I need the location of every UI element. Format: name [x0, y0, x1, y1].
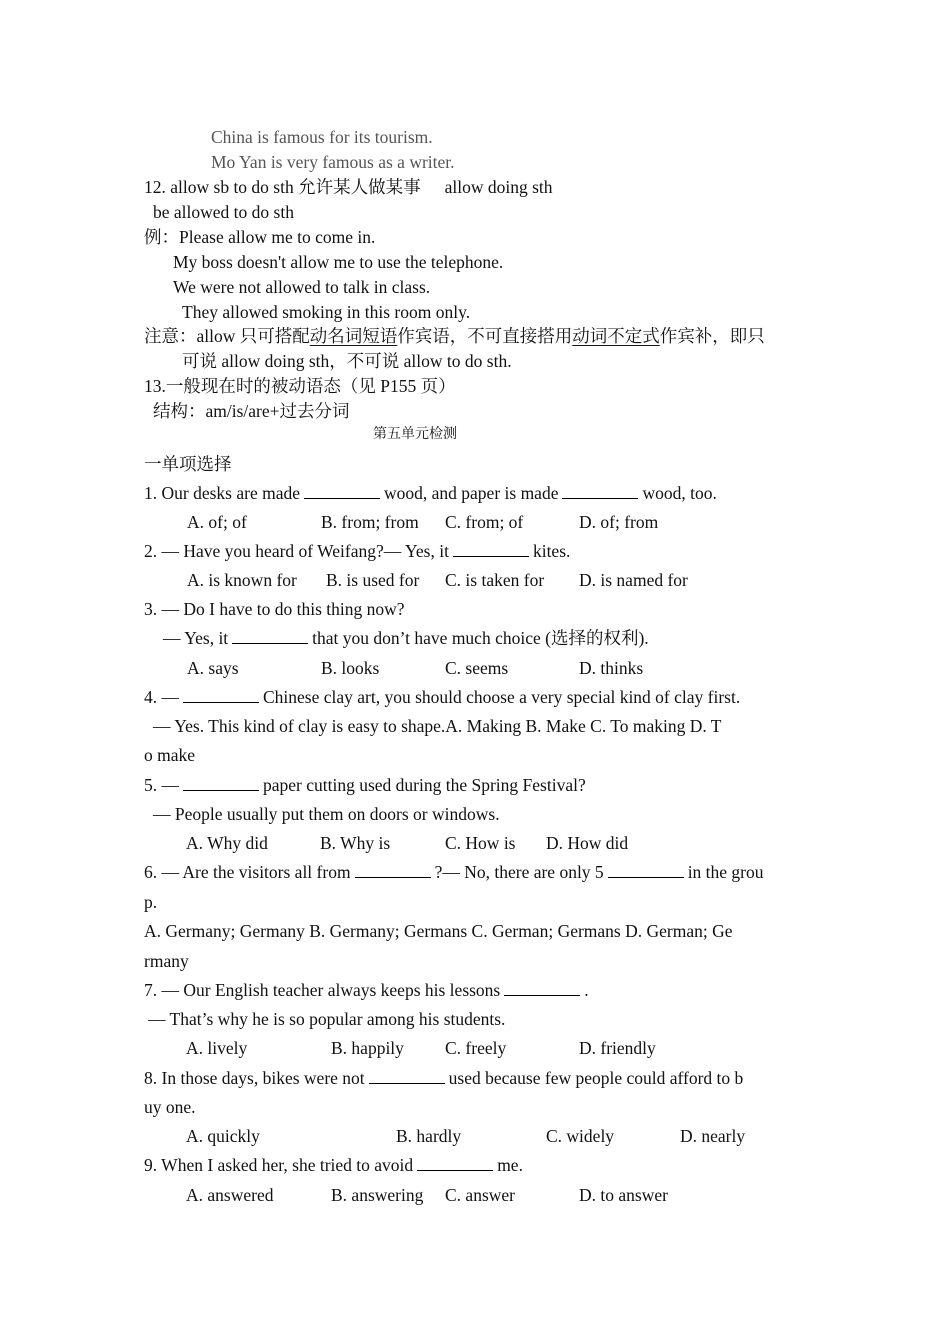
question-4: 4. — Chinese clay art, you should choose a very special kind of clay first. — [144, 687, 741, 707]
question-4-line3: o make — [144, 745, 196, 765]
option-c[interactable]: C. is taken for — [445, 570, 545, 590]
option-c[interactable]: C. freely — [445, 1038, 507, 1058]
example-tourism: China is famous for its tourism. — [211, 127, 433, 147]
question-6-options-line2: rmany — [144, 951, 189, 971]
option-c[interactable]: C. answer — [445, 1185, 515, 1205]
item-12-note-line2: 可说 allow doing sth，不可说 allow to do sth. — [182, 351, 512, 371]
option-d[interactable]: D. thinks — [579, 658, 644, 678]
option-a[interactable]: A. Why did — [186, 833, 268, 853]
question-5: 5. — paper cutting used during the Spring Festival? — [144, 775, 586, 795]
answer-blank[interactable] — [183, 776, 259, 791]
question-9: 9. When I asked her, she tried to avoid me. — [144, 1155, 523, 1175]
option-b[interactable]: B. Why is — [320, 833, 391, 853]
option-c[interactable]: C. seems — [445, 658, 509, 678]
question-7: 7. — Our English teacher always keeps his lessons . — [144, 980, 589, 1000]
answer-blank[interactable] — [504, 981, 580, 996]
option-b[interactable]: B. looks — [321, 658, 380, 678]
option-c[interactable]: C. widely — [546, 1126, 615, 1146]
option-a[interactable]: A. quickly — [186, 1126, 260, 1146]
question-6: 6. — Are the visitors all from ?— No, there are only 5 in the grou — [144, 862, 764, 882]
item-13-line2: 结构：am/is/are+过去分词 — [153, 401, 350, 421]
question-8: 8. In those days, bikes were not used because few people could afford to b — [144, 1068, 744, 1088]
item-12-line2: be allowed to do sth — [153, 202, 294, 222]
answer-blank[interactable] — [183, 688, 259, 703]
section-heading: 一单项选择 — [144, 454, 232, 474]
item-13-line1: 13.一般现在时的被动语态（见 P155 页） — [144, 376, 456, 396]
option-a[interactable]: A. lively — [186, 1038, 248, 1058]
option-b[interactable]: B. from; from — [321, 512, 419, 532]
option-b[interactable]: B. happily — [331, 1038, 404, 1058]
option-a[interactable]: A. answered — [186, 1185, 274, 1205]
answer-blank[interactable] — [232, 629, 308, 644]
option-b[interactable]: B. hardly — [396, 1126, 462, 1146]
option-a[interactable]: A. says — [187, 658, 239, 678]
option-b[interactable]: B. is used for — [326, 570, 420, 590]
option-d[interactable]: D. of; from — [579, 512, 659, 532]
option-a[interactable]: A. is known for — [187, 570, 297, 590]
item-12-example-4: They allowed smoking in this room only. — [182, 302, 471, 322]
option-d[interactable]: D. How did — [546, 833, 629, 853]
option-b[interactable]: B. answering — [331, 1185, 424, 1205]
answer-blank[interactable] — [608, 863, 684, 878]
question-6-options[interactable]: A. Germany; Germany B. Germany; Germans C. German; Germans D. German; Ge — [144, 921, 733, 941]
option-c[interactable]: C. from; of — [445, 512, 524, 532]
test-title: 第五单元检测 — [373, 427, 457, 442]
question-3: 3. — Do I have to do this thing now? — [144, 599, 405, 619]
question-1: 1. Our desks are made wood, and paper is made wood, too. — [144, 483, 717, 503]
option-d[interactable]: D. to answer — [579, 1185, 668, 1205]
option-c[interactable]: C. How is — [445, 833, 516, 853]
option-d[interactable]: D. is named for — [579, 570, 688, 590]
question-8-line2: uy one. — [144, 1097, 196, 1117]
answer-blank[interactable] — [453, 542, 529, 557]
item-12-example-3: We were not allowed to talk in class. — [173, 277, 431, 297]
answer-blank[interactable] — [355, 863, 431, 878]
question-2: 2. — Have you heard of Weifang?— Yes, it kites. — [144, 541, 571, 561]
answer-blank[interactable] — [417, 1156, 493, 1171]
option-d[interactable]: D. friendly — [579, 1038, 656, 1058]
question-5-line2: — People usually put them on doors or windows. — [153, 804, 500, 824]
answer-blank[interactable] — [304, 484, 380, 499]
answer-blank[interactable] — [562, 484, 638, 499]
option-a[interactable]: A. of; of — [187, 512, 247, 532]
question-6-line2: p. — [144, 892, 158, 912]
item-12-example-2: My boss doesn't allow me to use the telephone. — [173, 252, 504, 272]
option-d[interactable]: D. nearly — [680, 1126, 746, 1146]
question-4-line2: — Yes. This kind of clay is easy to shape.A. Making B. Make C. To making D. T — [153, 716, 722, 736]
answer-blank[interactable] — [369, 1069, 445, 1084]
example-writer: Mo Yan is very famous as a writer. — [211, 152, 455, 172]
item-12-note: 注意：allow 只可搭配动名词短语作宾语，不可直接搭用动词不定式作宾补，即只 — [144, 326, 765, 346]
question-7-line2: — That’s why he is so popular among his students. — [148, 1009, 506, 1029]
question-3-line2: — Yes, it that you don’t have much choice (选择的权利). — [163, 628, 649, 648]
item-12-example-label: 例：Please allow me to come in. — [144, 227, 376, 247]
item-12-line1: 12. allow sb to do sth 允许某人做某事 allow doing sth — [144, 177, 553, 197]
